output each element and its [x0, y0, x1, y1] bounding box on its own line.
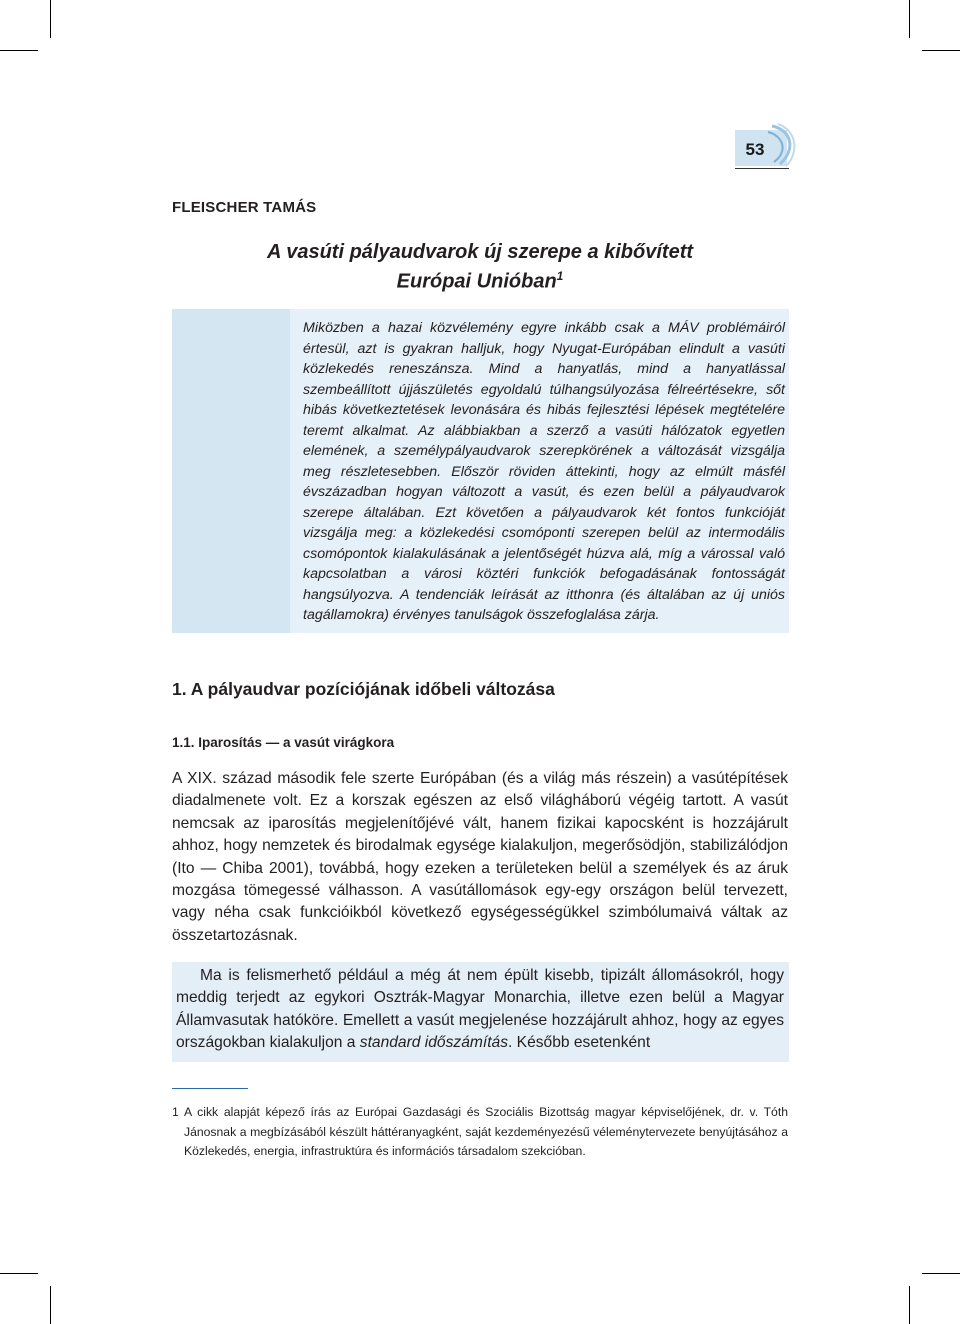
- highlight-text-part-2: . Később esetenként: [508, 1034, 651, 1052]
- section-heading: 1. A pályaudvar pozíciójának időbeli változása: [172, 679, 555, 699]
- article-title: [172, 240, 788, 294]
- crop-mark-top-right: [909, 0, 910, 38]
- title-footnote-mark: 1: [556, 269, 564, 283]
- title-line-1: A vasúti pályaudvarok új szerepe a kibővített: [266, 241, 694, 263]
- subsection-heading: 1.1. Iparosítás — a vasút virágkora: [172, 735, 395, 750]
- body-paragraph: A XIX. század második fele szerte Európában (és a világ más részein) a vasútépítések diadalmenete volt. Ez a korszak egészen az első világháború végéig tartott. A vasút nemcsak az iparosítás megjelenítőjévé vált, hanem fizikai kapocsként is hozzájárult ahhoz, hogy nemzetek és birodalmak egysége kialakuljon, megerősödjön, stabilizálódjon (Ito — Chiba 2001), továbbá, hogy ezeken a területeken belül a személyek és az áruk mozgása tömegessé válhasson. A vasútállomások egy-egy országon belül tervezett, vagy néha csak funkcióikból következő egységességükkel szimbólumaivá váltak az összetartozásnak.: [172, 770, 788, 944]
- swirl-logo-icon: [766, 120, 800, 170]
- crop-mark-bottom-left-h: [0, 1273, 38, 1274]
- crop-mark-top-left-h: [0, 50, 38, 51]
- highlight-text-italic: standard időszámítás: [359, 1034, 508, 1052]
- footnote-rule: [172, 1088, 248, 1089]
- abstract-text: Miközben a hazai közvélemény egyre inkább csak a MÁV problémáiról értesül, azt is gyakran halljuk, hogy Nyugat-Európában elindult a vasúti közlekedés reneszánsza. Mind a hanyatlás, mind a hanyatlással szembeállított újjászületés egyoldalú túlhangsúlyozása félreértésekre, sőt hibás következtetések levonására és hibás fejlesztési lépések megtételére teremt alkalmat. Az alábbiakban a szerző a vasúti hálózatok egyetlen elemének, a személypályaudvarok szerepkörének a változását vizsgálja meg részletesebben. Először röviden áttekinti, hogy az elmúlt másfél évszázadban hogyan változott a vasút, és ezen belül a pályaudvarok szerepe általában. Ezt követően a pályaudvarok két fontos funkcióját vizsgálja meg: a közlekedési csomóponti szerepen belül az intermodális csomópontok kialakulásának a jelentőségét húzva alá, míg a várossal való kapcsolatban a városi köztéri funkciók befogadásának fontosságát hangsúlyozva. A tendenciák leírását az itthonra (és általában az új uniós tagállamokra) érvényes tanulságok összefoglalása zárja.: [303, 320, 785, 623]
- crop-mark-bottom-right-h: [922, 1273, 960, 1274]
- crop-mark-bottom-right: [909, 1286, 910, 1324]
- highlight-text-part-1: Ma is felismerhető például a még át nem épült kisebb, tipizált állomásokról, hogy meddig terjedt az egykori Osztrák-Magyar Monarchia, illetve ezen belül a Magyar Államvasutak hatóköre. Emellett a vasút megjelenése hozzájárult ahhoz, hogy az egyes országokban kialakuljon a: [176, 967, 784, 1052]
- highlight-paragraph: [176, 965, 784, 1055]
- crop-mark-top-right-h: [922, 50, 960, 51]
- footnote-text: A cikk alapját képező írás az Európai Gazdasági és Szociális Bizottság magyar képviselőjének, dr. v. Tóth Jánosnak a megbízásából készült háttéranyagként, saját kezdeményezésű véleménytervezete benyújtásához a Közlekedés, energia, infrastruktúra és információs társadalom szekcióban.: [184, 1105, 788, 1158]
- footnote: [172, 1103, 788, 1162]
- author-name: FLEISCHER TAMÁS: [172, 199, 317, 216]
- footnote-number: 1: [172, 1105, 179, 1119]
- crop-mark-bottom-left: [50, 1286, 51, 1324]
- title-line-2-text: Európai Unióban: [396, 270, 557, 293]
- crop-mark-top-left: [50, 0, 51, 38]
- title-line-2: [172, 264, 788, 294]
- header-rule: [735, 168, 789, 169]
- page-number: 53: [745, 140, 765, 159]
